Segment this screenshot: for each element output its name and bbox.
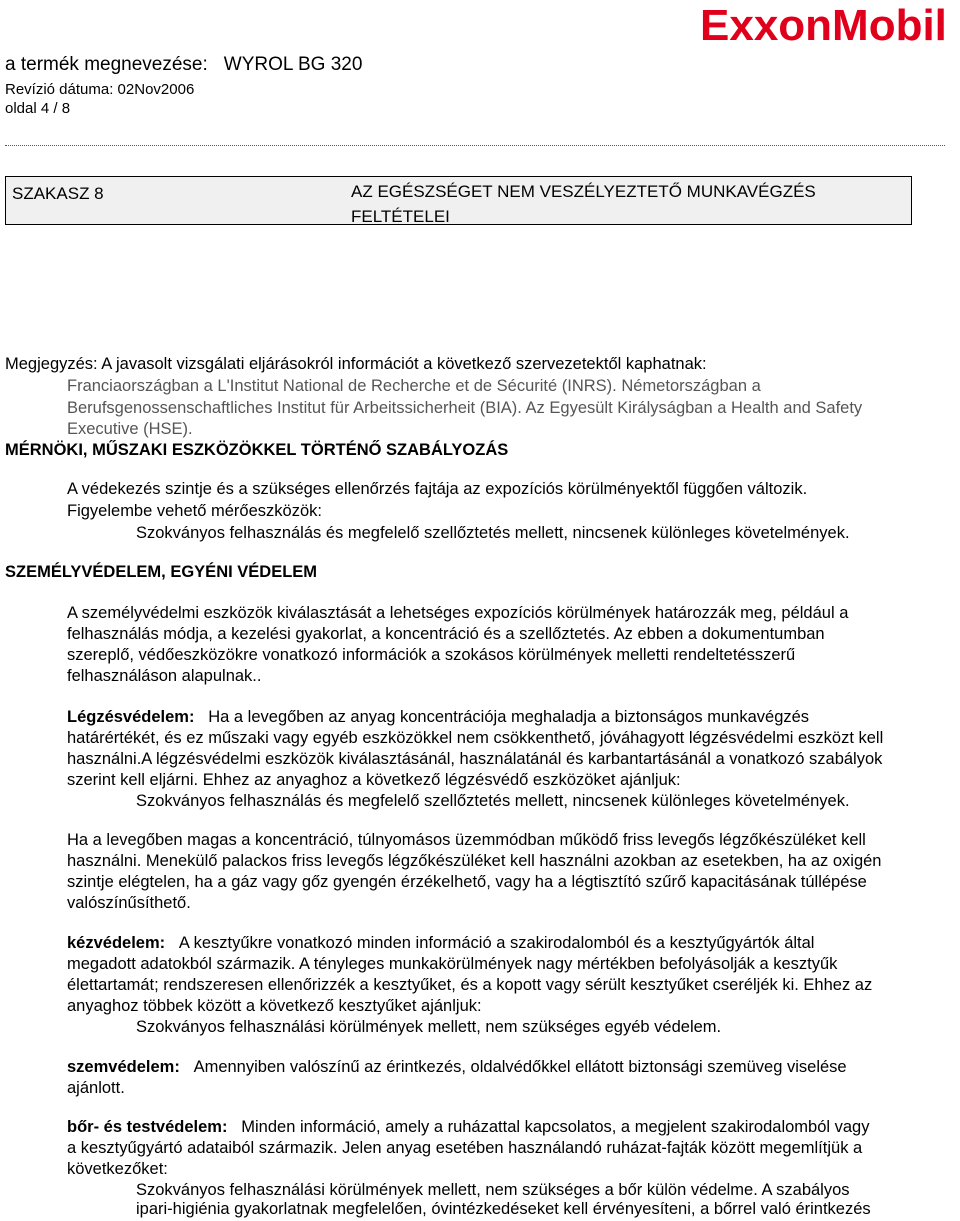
eye-first-line xyxy=(67,1058,847,1077)
engineering-line: Szokványos felhasználás és megfelelő szellőztetés mellett, nincsenek különleges követelmények. xyxy=(136,524,850,542)
hand-line: megadott adatokból származik. A tényleges munkakörülmények nagy mértékben befolyásolják a kesztyűk xyxy=(67,955,838,973)
skin-text: Minden információ, amely a ruházattal kapcsolatos, a megjelent szakirodalomból vagy xyxy=(241,1118,870,1136)
hand-line: élettartamát; rendszeresen ellenőrizzék a kesztyűket, és a kopott vagy sérült kesztyűket cseréljék ki. Ehhez az xyxy=(67,976,873,994)
skin-line: a kesztyűgyártó adataiból származik. Jelen anyag esetében használandó ruházat-fajták között megemlítjük a xyxy=(67,1139,863,1157)
engineering-line: A védekezés szintje és a szükséges ellenőrzés fajtája az expozíciós körülményektől függően változik. xyxy=(67,480,808,498)
product-line xyxy=(5,54,362,76)
respiratory-indent: Szokványos felhasználás és megfelelő szellőztetés mellett, nincsenek különleges követelmények. xyxy=(136,792,850,810)
skin-label: bőr- és testvédelem: xyxy=(67,1118,228,1136)
section-title: AZ EGÉSZSÉGET NEM VESZÉLYEZTETŐ MUNKAVÉGZÉS FELTÉTELEI xyxy=(351,182,816,226)
personal-intro-line: felhasználás módja, a kezelési gyakorlat, a koncentráció és a szellőztetés. Az ebben a dokumentumban xyxy=(67,625,825,643)
personal-heading: SZEMÉLYVÉDELEM, EGYÉNI VÉDELEM xyxy=(5,563,318,581)
eye-line: ajánlott. xyxy=(67,1079,125,1097)
product-label: a termék megnevezése: xyxy=(5,54,208,75)
section-header-box xyxy=(5,176,912,225)
skin-indent: ipari-higiénia gyakorlatnak megfelelően, óvintézkedéseket kell érvényesíteni, a bőrrel való érintkezés xyxy=(136,1200,871,1218)
respiratory-line: határértékét, és ez műszaki vagy egyéb eszközökkel nem csökkenthető, jóváhagyott légzésvédelmi eszközt kell xyxy=(67,729,884,747)
respiratory-first-line xyxy=(67,708,809,727)
note-line: Franciaországban a L'Institut National de Recherche et de Sécurité (INRS). Németországban a xyxy=(67,377,761,395)
personal-intro-line: felhasználáson alapulnak.. xyxy=(67,667,262,685)
logo-text: ExxonMobil xyxy=(700,1,947,50)
note-line: Megjegyzés: A javasolt vizsgálati eljárásokról információt a következő szervezetektől kaphatnak: xyxy=(5,355,707,373)
hand-line: anyaghoz többek között a következő kesztyűket ajánljuk: xyxy=(67,997,482,1015)
section-number: SZAKASZ 8 xyxy=(12,184,104,203)
product-name: WYROL BG 320 xyxy=(223,54,363,75)
skin-first-line xyxy=(67,1118,869,1137)
eye-text: Amennyiben valószínű az érintkezés, oldalvédőkkel ellátott biztonsági szemüveg viselése xyxy=(193,1058,847,1076)
eye-label: szemvédelem: xyxy=(67,1058,180,1076)
respiratory-extra-line: valószínűsíthető. xyxy=(67,894,191,912)
page-number: oldal 4 / 8 xyxy=(5,100,71,117)
hand-text: A kesztyűkre vonatkozó minden információ a szakirodalomból és a kesztyűgyártók által xyxy=(178,934,815,952)
header-divider xyxy=(5,145,945,146)
revision-date: Revízió dátuma: 02Nov2006 xyxy=(5,81,195,98)
personal-intro-line: A személyvédelmi eszközök kiválasztását a lehetséges expozíciós körülmények határozzák meg, például a xyxy=(67,604,849,622)
note-line: Berufsgenossenschaftliches Institut für Arbeitssicherheit (BIA). Az Egyesült Királyságban a Health and Safety xyxy=(67,399,863,417)
respiratory-text: Ha a levegőben az anyag koncentrációja meghaladja a biztonságos munkavégzés xyxy=(208,708,810,726)
respiratory-line: használni.A légzésvédelmi eszközök kiválasztásánál, használatánál és karbantartásánál a vonatkozó szabályok xyxy=(67,750,883,768)
note-line: Executive (HSE). xyxy=(67,420,193,438)
exxonmobil-logo xyxy=(698,0,960,54)
respiratory-line: szerint kell eljárni. Ehhez az anyaghoz a következő légzésvédő eszközöket ajánljuk: xyxy=(67,771,681,789)
hand-first-line xyxy=(67,934,814,953)
respiratory-extra-line: szintje elégtelen, ha a gáz vagy gőz gyengén érzékelhető, vagy ha a légtisztító szűrő kapacitásának túllépése xyxy=(67,873,867,891)
hand-indent: Szokványos felhasználási körülmények mellett, nem szükséges egyéb védelem. xyxy=(136,1018,722,1036)
personal-intro-line: szereplő, védőeszközökre vonatkozó információk a szokásos körülmények melletti rendeltetésszerű xyxy=(67,646,796,664)
respiratory-extra-line: használni. Menekülő palackos friss levegős légzőkészüléket kell használni azokban az esetekben, ha az oxigén xyxy=(67,852,882,870)
skin-indent: Szokványos felhasználási körülmények mellett, nem szükséges a bőr külön védelme. A szabályos xyxy=(136,1181,850,1199)
engineering-heading: MÉRNÖKI, MŰSZAKI ESZKÖZÖKKEL TÖRTÉNŐ SZABÁLYOZÁS xyxy=(5,441,509,459)
skin-line: következőket: xyxy=(67,1160,168,1178)
respiratory-label: Légzésvédelem: xyxy=(67,708,195,726)
respiratory-extra-line: Ha a levegőben magas a koncentráció, túlnyomásos üzemmódban működő friss levegős légzőkészüléket kell xyxy=(67,831,866,849)
engineering-line: Figyelembe vehető mérőeszközök: xyxy=(67,502,322,520)
hand-label: kézvédelem: xyxy=(67,934,166,952)
